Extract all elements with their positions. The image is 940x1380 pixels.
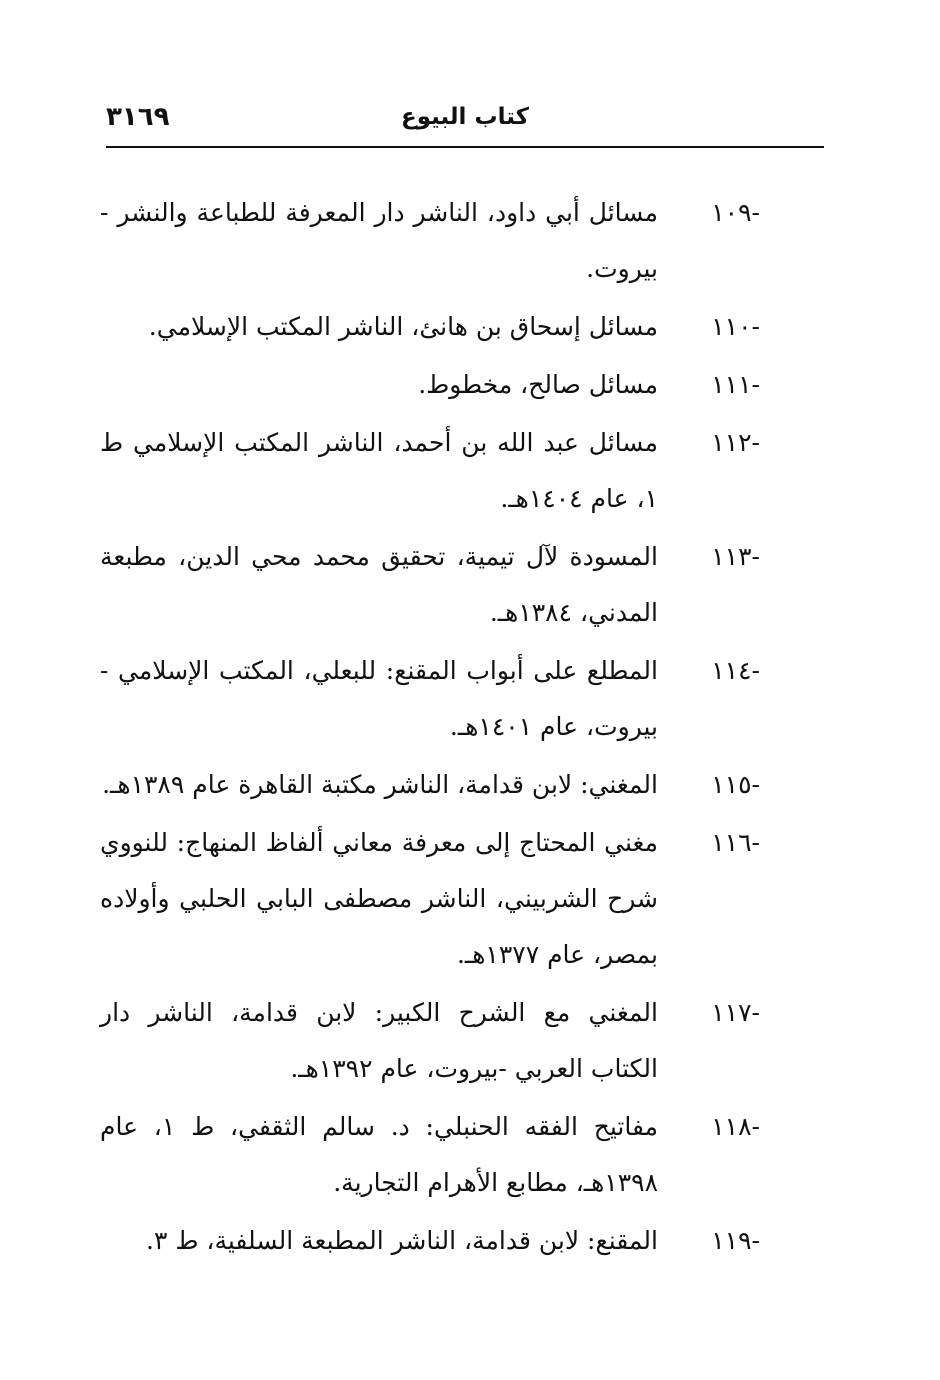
entry-text: مسائل إسحاق بن هانئ، الناشر المكتب الإسلامي. [148, 312, 658, 341]
page-header [106, 104, 824, 146]
bibliography-entry [100, 1213, 760, 1269]
entry-number: -١١٤ [711, 656, 760, 685]
entry-text: مفاتيح الفقه الحنبلي: د. سالم الثقفي، ط ١، عام ١٣٩٨هـ، مطابع الأهرام التجارية. [100, 1112, 658, 1197]
page-number: ٣١٦٩ [106, 102, 170, 132]
header-divider [106, 146, 824, 148]
bibliography-entry [100, 357, 760, 413]
entry-number: -١١٩ [711, 1226, 760, 1255]
entry-number: -١١٥ [711, 770, 760, 799]
entry-number: -١١٧ [711, 998, 760, 1027]
entry-text: المغني: لابن قدامة، الناشر مكتبة القاهرة عام ١٣٨٩هـ. [102, 770, 658, 799]
entry-number: -١١٦ [711, 828, 760, 857]
entry-text: المقنع: لابن قدامة، الناشر المطبعة السلفية، ط ٣. [145, 1226, 658, 1255]
entry-number: -١١٨ [711, 1112, 760, 1141]
bibliography-entry [100, 815, 760, 983]
bibliography-entry [100, 643, 760, 755]
running-title: كتاب البيوع [401, 104, 529, 130]
entry-text: المغني مع الشرح الكبير: لابن قدامة، الناشر دار الكتاب العربي -بيروت، عام ١٣٩٢هـ. [100, 998, 658, 1083]
bibliography-entry [100, 415, 760, 527]
bibliography-entry [100, 185, 760, 297]
bibliography-entry [100, 757, 760, 813]
entry-number: -١١٣ [711, 542, 760, 571]
entry-text: المطلع على أبواب المقنع: للبعلي، المكتب الإسلامي - بيروت، عام ١٤٠١هـ. [100, 656, 658, 741]
entry-text: مسائل عبد الله بن أحمد، الناشر المكتب الإسلامي ط ١، عام ١٤٠٤هـ. [100, 428, 658, 513]
bibliography-list [100, 185, 760, 1271]
entry-text: المسودة لآل تيمية، تحقيق محمد محي الدين، مطبعة المدني، ١٣٨٤هـ. [100, 542, 658, 627]
bibliography-entry [100, 985, 760, 1097]
bibliography-entry [100, 529, 760, 641]
entry-number: -١١٠ [711, 312, 760, 341]
entry-text: مغني المحتاج إلى معرفة معاني ألفاظ المنهاج: للنووي شرح الشربيني، الناشر مصطفى البابي الحلبي وأولاده بمصر، عام ١٣٧٧هـ. [100, 828, 658, 969]
bibliography-entry [100, 1099, 760, 1211]
entry-text: مسائل صالح، مخطوط. [418, 370, 658, 399]
entry-text: مسائل أبي داود، الناشر دار المعرفة للطباعة والنشر - بيروت. [100, 198, 658, 283]
entry-number: -١٠٩ [711, 198, 760, 227]
entry-number: -١١١ [711, 370, 760, 399]
bibliography-entry [100, 299, 760, 355]
entry-number: -١١٢ [711, 428, 760, 457]
